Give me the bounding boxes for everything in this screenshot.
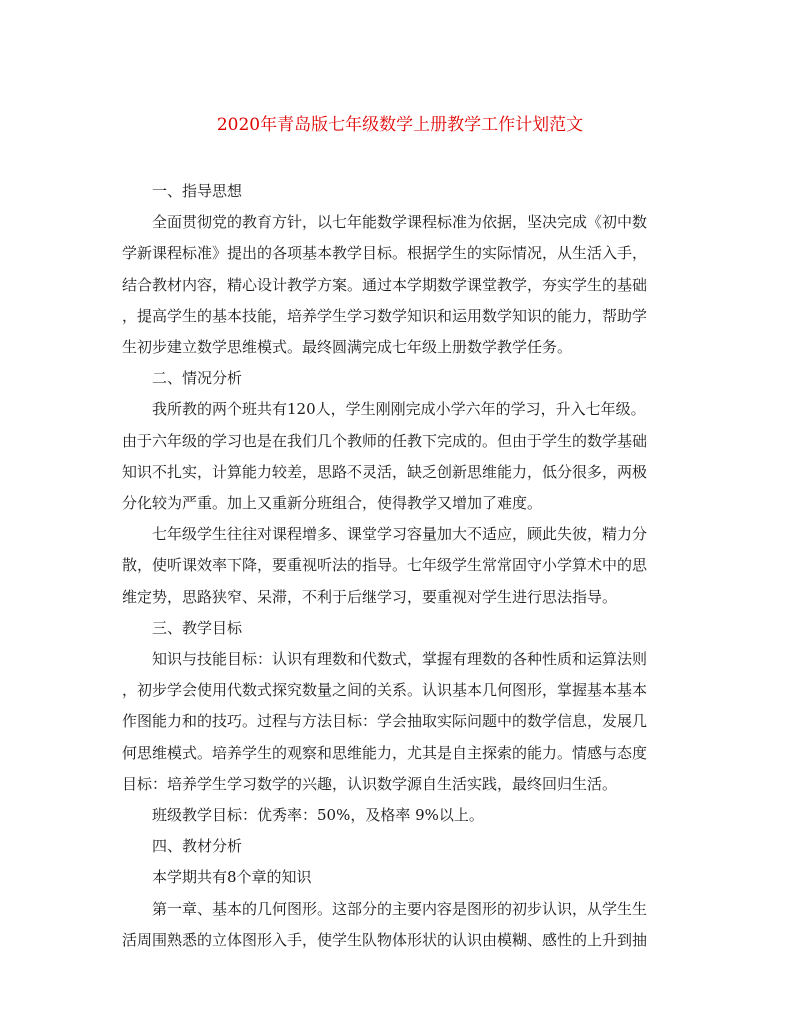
- paragraph: 第一章、基本的几何图形。这部分的主要内容是图形的初步认识，从学生生 活周围熟悉的立体图形入手，使学生队物体形状的认识由模糊、感性的上升到抽: [122, 899, 648, 949]
- paragraph: 班级教学目标：优秀率：50%，及格率 9%以上。: [152, 806, 484, 825]
- document-title: 2020年青岛版七年级数学上册教学工作计划范文: [216, 115, 584, 135]
- section-heading: 四、教材分析: [152, 837, 243, 856]
- section-heading: 一、指导思想: [152, 182, 243, 200]
- paragraph: 七年级学生往往对课程增多、课堂学习容量加大不适应，顾此失彼，精力分 散，使听课效率下降，要重视听法的指导。七年级学生常常固守小学算术中的思 维定势，思路狭窄、呆滞，不利于后继学习，要重视对学生进行思法指导。: [122, 525, 648, 606]
- paragraph: 全面贯彻党的教育方针，以七年能数学课程标准为依据，坚决完成《初中数 学新课程标准》提出的各项基本教学目标。根据学生的实际情况，从生活入手， 结合教材内容，精心设计教学方案。通过本学期数学课堂教学，夯实学生的基础 ，提高学生的基本技能，培养学生学习数学知识和运用数学知识的能力，帮助学 生初步建立数学思维模式。最终圆满完成七年级上册数学教学任务。: [122, 213, 648, 357]
- paragraph: 本学期共有8个章的知识: [152, 868, 312, 887]
- section-heading: 三、教学目标: [152, 618, 243, 637]
- paragraph: 知识与技能目标：认识有理数和代数式，掌握有理数的各种性质和运算法则 ，初步学会使用代数式探究数量之间的关系。认识基本几何图形，掌握基本基本 作图能力和的技巧。过程与方法目标：学会抽取实际问题中的数学信息，发展几 何思维模式。培养学生的观察和思维能力，尤其是自主探索的能力。情感与态度 目标：培养学生学习数学的兴趣，认识数学源自生活实践，最终回归生活。: [122, 650, 648, 793]
- section-heading: 二、情况分析: [152, 369, 243, 388]
- document-body: [122, 176, 670, 956]
- paragraph: 我所教的两个班共有120人，学生刚刚完成小学六年的学习，升入七年级。 由于六年级的学习也是在我们几个教师的任教下完成的。但由于学生的数学基础 知识不扎实，计算能力较差，思路不灵活，缺乏创新思维能力，低分很多，两极 分化较为严重。加上又重新分班组合，使得教学又增加了难度。: [122, 400, 648, 513]
